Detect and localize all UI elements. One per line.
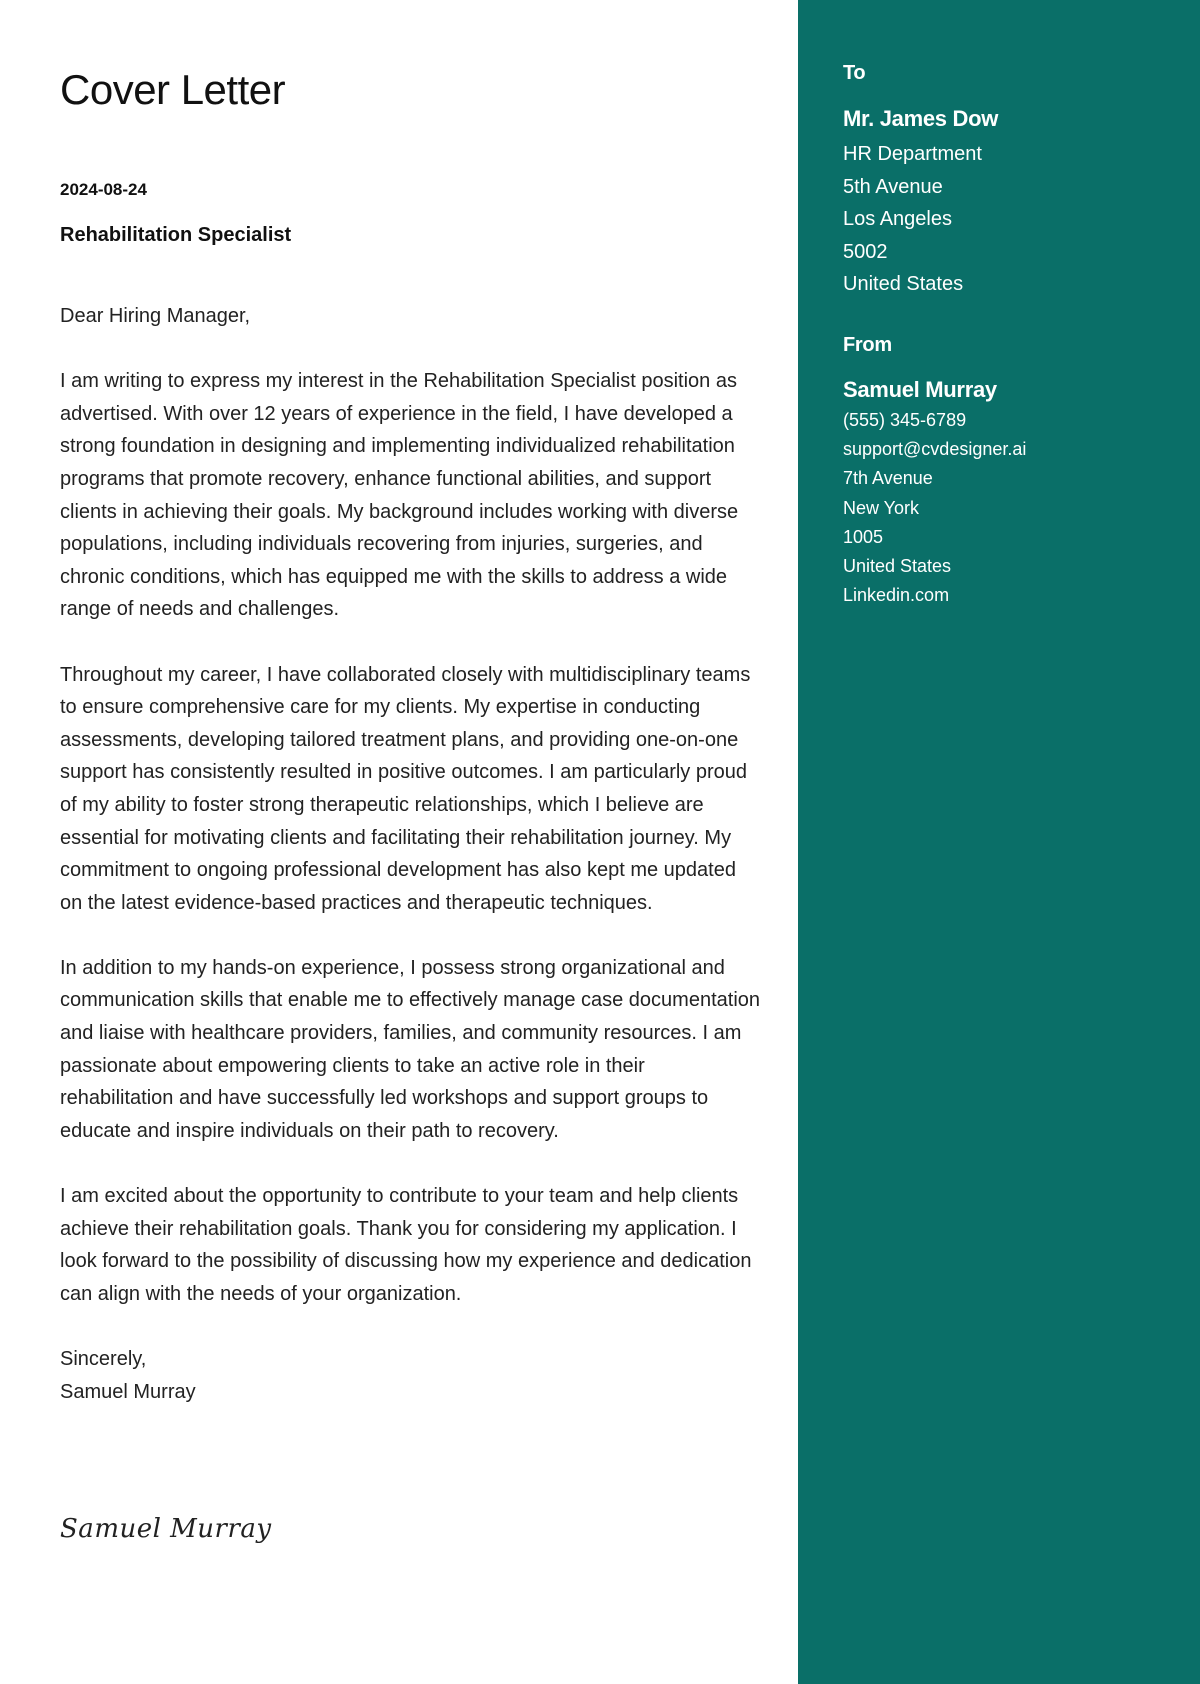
sender-phone: (555) 345-6789 — [843, 410, 967, 430]
sender-street: 7th Avenue — [843, 468, 933, 489]
closing-salutation: Sincerely, — [60, 1348, 147, 1370]
contact-sidebar — [798, 0, 1200, 1684]
paragraph-3: In addition to my hands-on experience, I possess strong organizational and communication skills that enable me to effectively manage case documentation and liaise with healthcare providers, families, and community resources. I am passionate about empowering clients to take an active role in their rehabilitation and have successfully led workshops and support groups to educate and inspire individuals on their path to recovery. — [60, 956, 761, 1142]
sender-contact — [843, 406, 1026, 610]
recipient-heading: To — [843, 62, 866, 84]
sender-country: United States — [843, 556, 952, 577]
sender-website-link[interactable]: Linkedin.com — [843, 585, 950, 606]
paragraph-4: I am excited about the opportunity to contribute to your team and help clients achieve their rehabilitation goals. Thank you for considering my application. I look forward to the possibility of discussing how my experience and dedication can align with the needs of your organization. — [60, 1185, 752, 1305]
sender-city: New York — [843, 497, 920, 518]
letter-body — [60, 300, 760, 1408]
letter-date: 2024-08-24 — [60, 180, 147, 199]
recipient-city: Los Angeles — [843, 208, 952, 231]
paragraph-2: Throughout my career, I have collaborated closely with multidisciplinary teams to ensure comprehensive care for my clients. My expertise in conducting assessments, developing tailored treatment plans, and providing one-on-one support has consistently resulted in positive outcomes. I am particularly proud of my ability to foster strong therapeutic relationships, which I believe are essential for motivating clients and facilitating their rehabilitation journey. My commitment to ongoing professional development has also kept me updated on the latest evidence-based practices and therapeutic techniques. — [60, 663, 751, 914]
recipient-address — [843, 138, 982, 301]
recipient-street: 5th Avenue — [843, 175, 943, 198]
sender-email[interactable]: support@cvdesigner.ai — [843, 439, 1027, 460]
recipient-zip: 5002 — [843, 240, 888, 263]
closing-sender-name: Samuel Murray — [60, 1380, 196, 1403]
closing-block — [60, 1343, 760, 1408]
sender-zip: 1005 — [843, 526, 884, 547]
sender-name: Samuel Murray — [843, 377, 997, 402]
page-title: Cover Letter — [60, 66, 286, 113]
sender-heading: From — [843, 334, 892, 356]
greeting: Dear Hiring Manager, — [60, 305, 251, 327]
handwritten-signature: Samuel Murray — [60, 1514, 272, 1544]
recipient-department: HR Department — [843, 143, 982, 165]
paragraph-1: I am writing to express my interest in the Rehabilitation Specialist position as advertised. With over 12 years of experience in the field, I have developed a strong foundation in designing and implementing individualized rehabilitation programs that promote recovery, enhance functional abilities, and support clients in achieving their goals. My background includes working with diverse populations, including individuals recovering from injuries, surgeries, and chronic conditions, which has equipped me with the skills to address a wide range of needs and challenges. — [60, 370, 739, 621]
job-title: Rehabilitation Specialist — [60, 224, 292, 246]
recipient-country: United States — [843, 273, 964, 296]
recipient-name: Mr. James Dow — [843, 106, 999, 131]
